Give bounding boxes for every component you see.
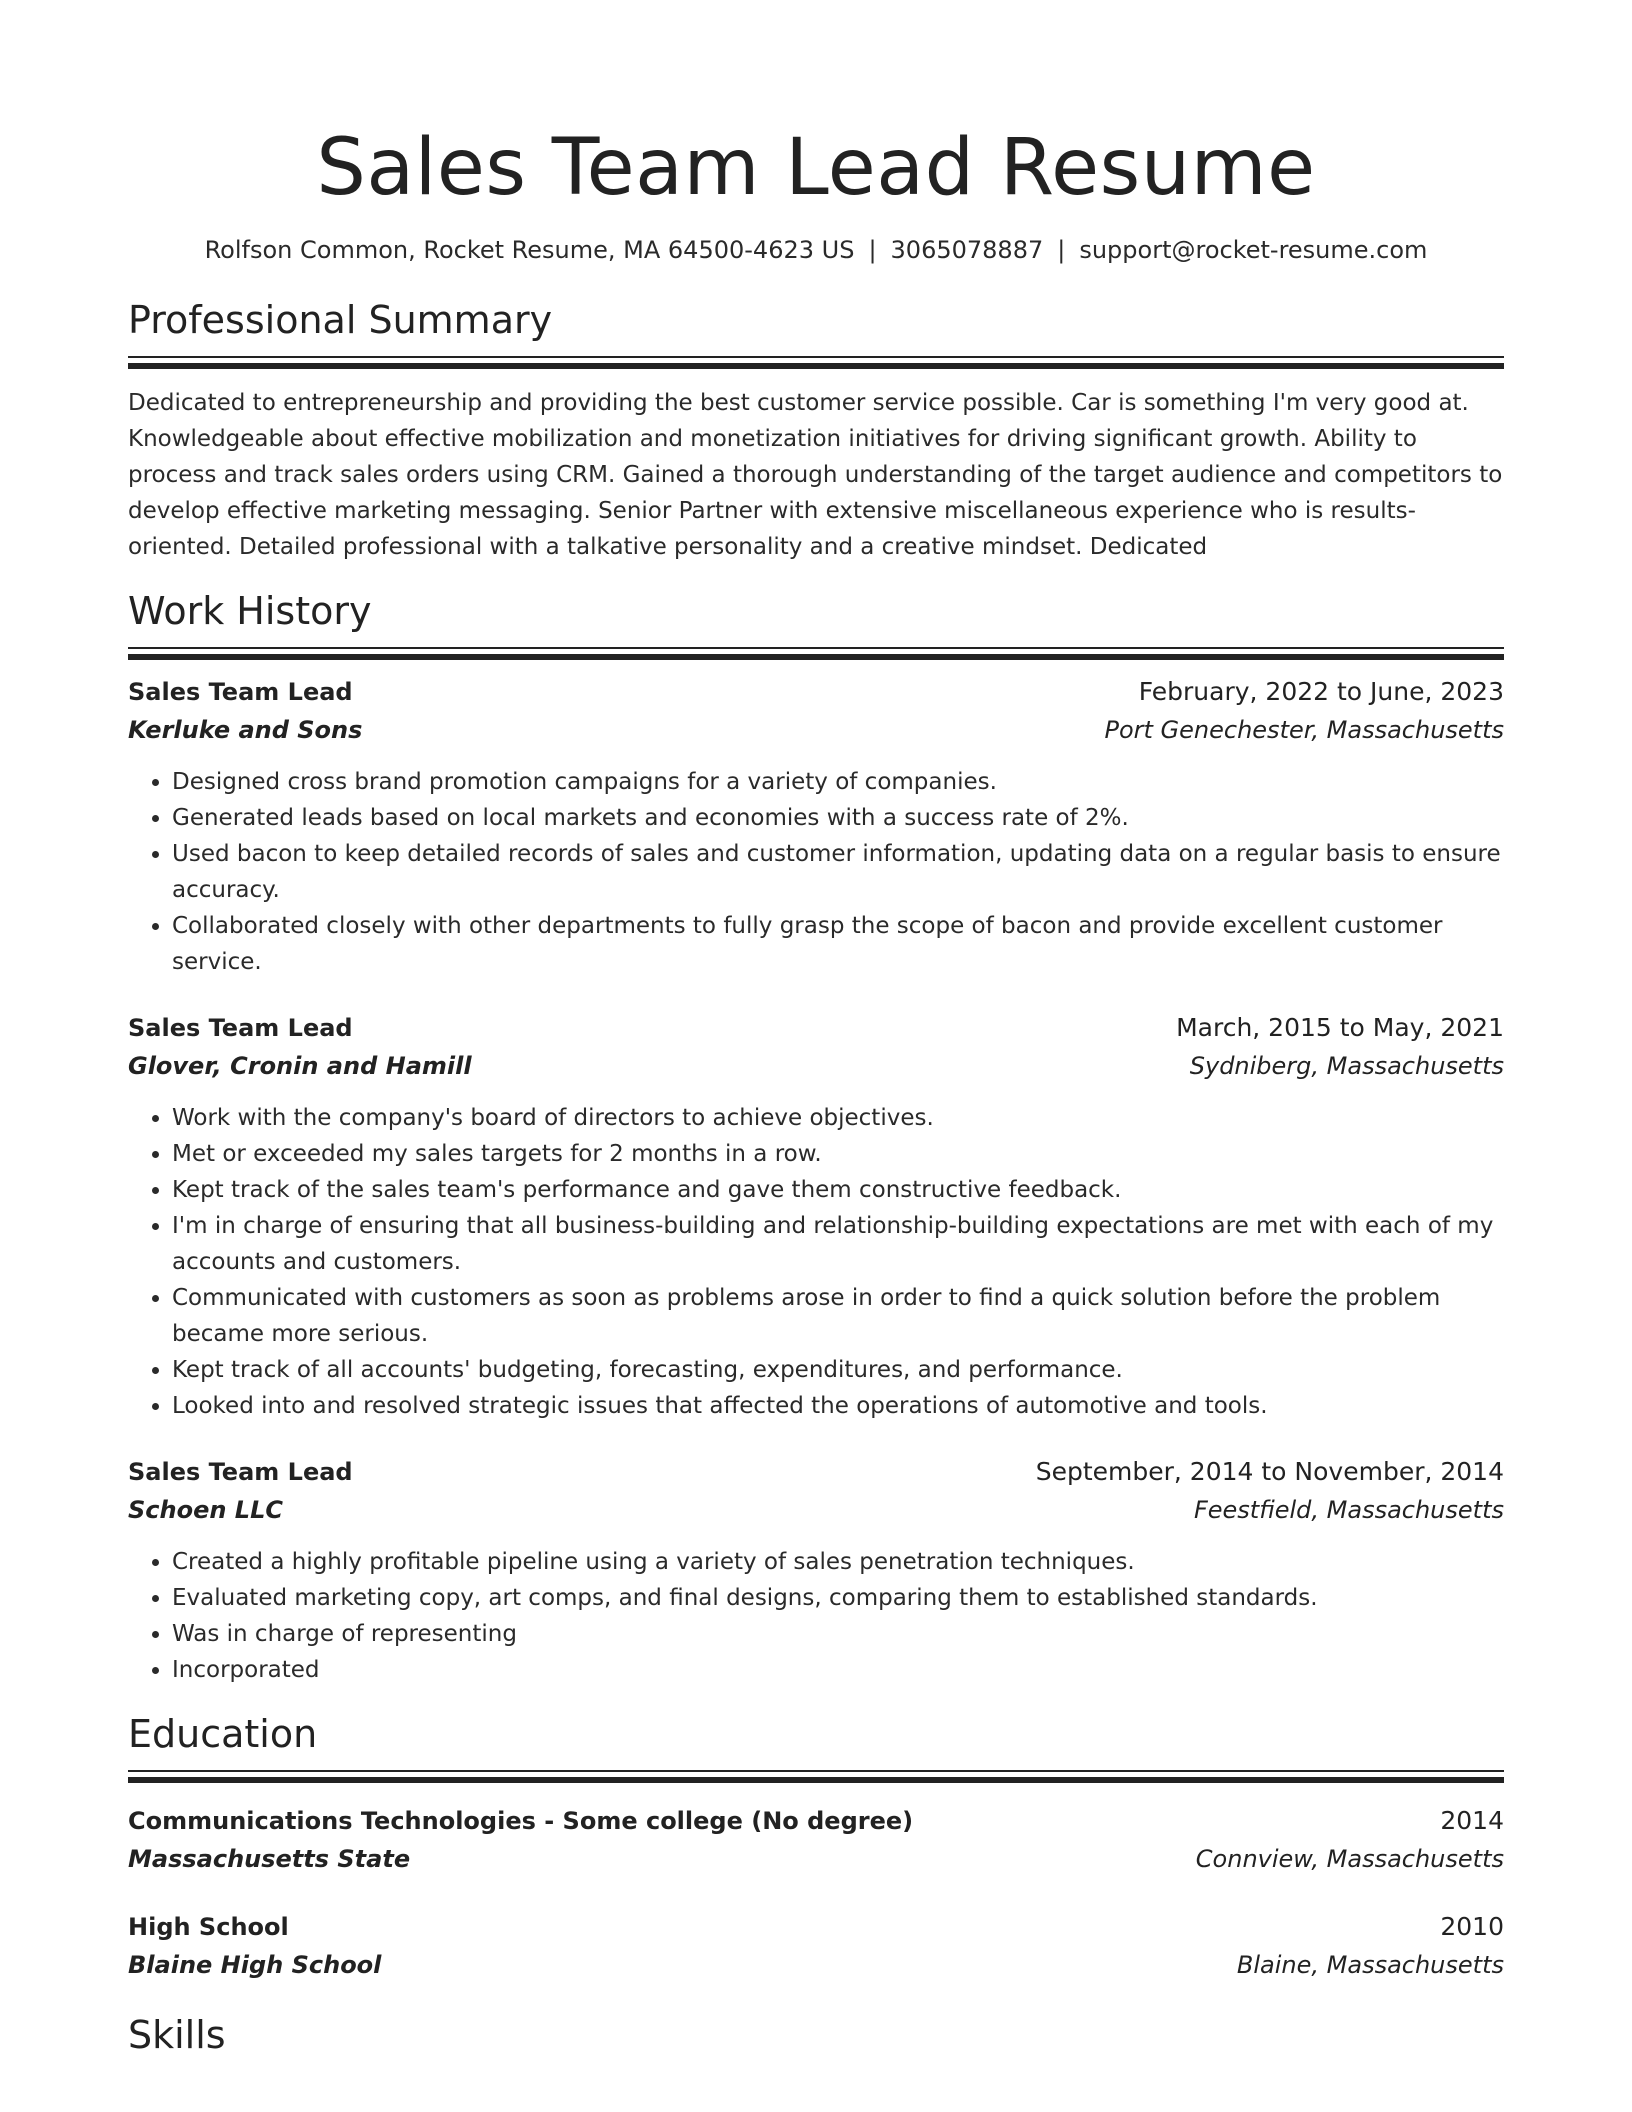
- skills-heading: Skills: [128, 2013, 226, 2057]
- job-bullet: • Collaborated closely with other departments to fully grasp the scope of bacon and provide excellent customer service.: [172, 908, 1504, 980]
- job-location: Port Genechester, Massachusetts: [1104, 716, 1504, 744]
- company-name: Kerluke and Sons: [128, 716, 363, 744]
- work-history-section: [128, 587, 1504, 1688]
- job-title: Sales Team Lead: [128, 1458, 353, 1486]
- job-bullet: • Work with the company's board of directors to achieve objectives.: [172, 1100, 1504, 1136]
- degree-name: Communications Technologies - Some college (No degree): [128, 1807, 914, 1835]
- job-bullets: [128, 764, 1504, 980]
- job-bullet: • Was in charge of representing: [172, 1616, 1504, 1652]
- job-bullets: [128, 1100, 1504, 1424]
- job-dates: March, 2015 to May, 2021: [1176, 1013, 1504, 1042]
- job-title: Sales Team Lead: [128, 678, 353, 706]
- section-divider-thick: [128, 654, 1504, 660]
- job-entry: [128, 674, 1504, 980]
- school-location: Blaine, Massachusetts: [1236, 1951, 1504, 1979]
- job-bullet: • Evaluated marketing copy, art comps, and final designs, comparing them to established standards.: [172, 1580, 1504, 1616]
- company-name: Schoen LLC: [128, 1496, 284, 1524]
- resume-title: Sales Team Lead Resume: [316, 123, 1316, 213]
- job-bullet: • Kept track of all accounts' budgeting, forecasting, expenditures, and performance.: [172, 1352, 1504, 1388]
- school-name: Blaine High School: [128, 1951, 382, 1979]
- contact-email: support@rocket-resume.com: [1079, 236, 1428, 264]
- contact-phone: 3065078887: [890, 236, 1044, 264]
- job-location: Feestfield, Massachusetts: [1193, 1496, 1504, 1524]
- school-name: Massachusetts State: [128, 1845, 411, 1873]
- job-bullet: • Designed cross brand promotion campaigns for a variety of companies.: [172, 764, 1504, 800]
- graduation-year: 2014: [1440, 1806, 1504, 1835]
- contact-separator: |: [868, 236, 877, 264]
- job-bullet: • Incorporated: [172, 1652, 1504, 1688]
- job-bullet: • Generated leads based on local markets and economies with a success rate of 2%.: [172, 800, 1504, 836]
- contact-separator: |: [1057, 236, 1066, 264]
- summary-heading: Professional Summary: [128, 298, 553, 342]
- job-bullet: • Met or exceeded my sales targets for 2 months in a row.: [172, 1136, 1504, 1172]
- job-bullet: • Kept track of the sales team's performance and gave them constructive feedback.: [172, 1172, 1504, 1208]
- section-divider-thick: [128, 363, 1504, 369]
- job-location: Sydniberg, Massachusetts: [1189, 1052, 1504, 1080]
- school-location: Connview, Massachusetts: [1195, 1845, 1504, 1873]
- job-bullet: • Created a highly profitable pipeline using a variety of sales penetration techniques.: [172, 1544, 1504, 1580]
- contact-address: Rolfson Common, Rocket Resume, MA 64500-4623 US: [204, 236, 855, 264]
- summary-section: [128, 296, 1504, 565]
- job-entry: [128, 1010, 1504, 1424]
- job-bullet: • Communicated with customers as soon as problems arose in order to find a quick solution before the problem became more serious.: [172, 1280, 1504, 1352]
- company-name: Glover, Cronin and Hamill: [128, 1052, 472, 1080]
- education-section: [128, 1710, 1504, 1985]
- graduation-year: 2010: [1440, 1912, 1504, 1941]
- section-divider-thin: [128, 356, 1504, 358]
- job-bullets: [128, 1544, 1504, 1688]
- section-divider-thin: [128, 1770, 1504, 1772]
- contact-line: [128, 234, 1504, 266]
- degree-name: High School: [128, 1913, 289, 1941]
- job-dates: September, 2014 to November, 2014: [1035, 1457, 1504, 1486]
- education-entry: [128, 1909, 1504, 1985]
- education-entry: [128, 1803, 1504, 1879]
- section-divider-thin: [128, 647, 1504, 649]
- summary-text: Dedicated to entrepreneurship and providing the best customer service possible. Car is something I'm very good at. Knowledgeable about effective mobilization and monetization initiatives for driving significant growth. Ability to process and track sales orders using CRM. Gained a thorough understanding of the target audience and competitors to develop effective marketing messaging. Senior Partner with extensive miscellaneous experience who is results-oriented. Detailed professional with a talkative personality and a creative mindset. Dedicated: [128, 390, 1503, 560]
- resume-page: [128, 0, 1504, 2059]
- skills-section: [128, 2011, 1504, 2059]
- work-history-heading: Work History: [128, 589, 372, 633]
- job-bullet: • Looked into and resolved strategic issues that affected the operations of automotive and tools.: [172, 1388, 1504, 1424]
- section-divider-thick: [128, 1777, 1504, 1783]
- job-title: Sales Team Lead: [128, 1014, 353, 1042]
- education-heading: Education: [128, 1712, 318, 1756]
- job-bullet: • I'm in charge of ensuring that all business-building and relationship-building expectations are met with each of my accounts and customers.: [172, 1208, 1504, 1280]
- job-bullet: • Used bacon to keep detailed records of sales and customer information, updating data on a regular basis to ensure accuracy.: [172, 836, 1504, 908]
- job-dates: February, 2022 to June, 2023: [1138, 677, 1504, 706]
- job-entry: [128, 1454, 1504, 1688]
